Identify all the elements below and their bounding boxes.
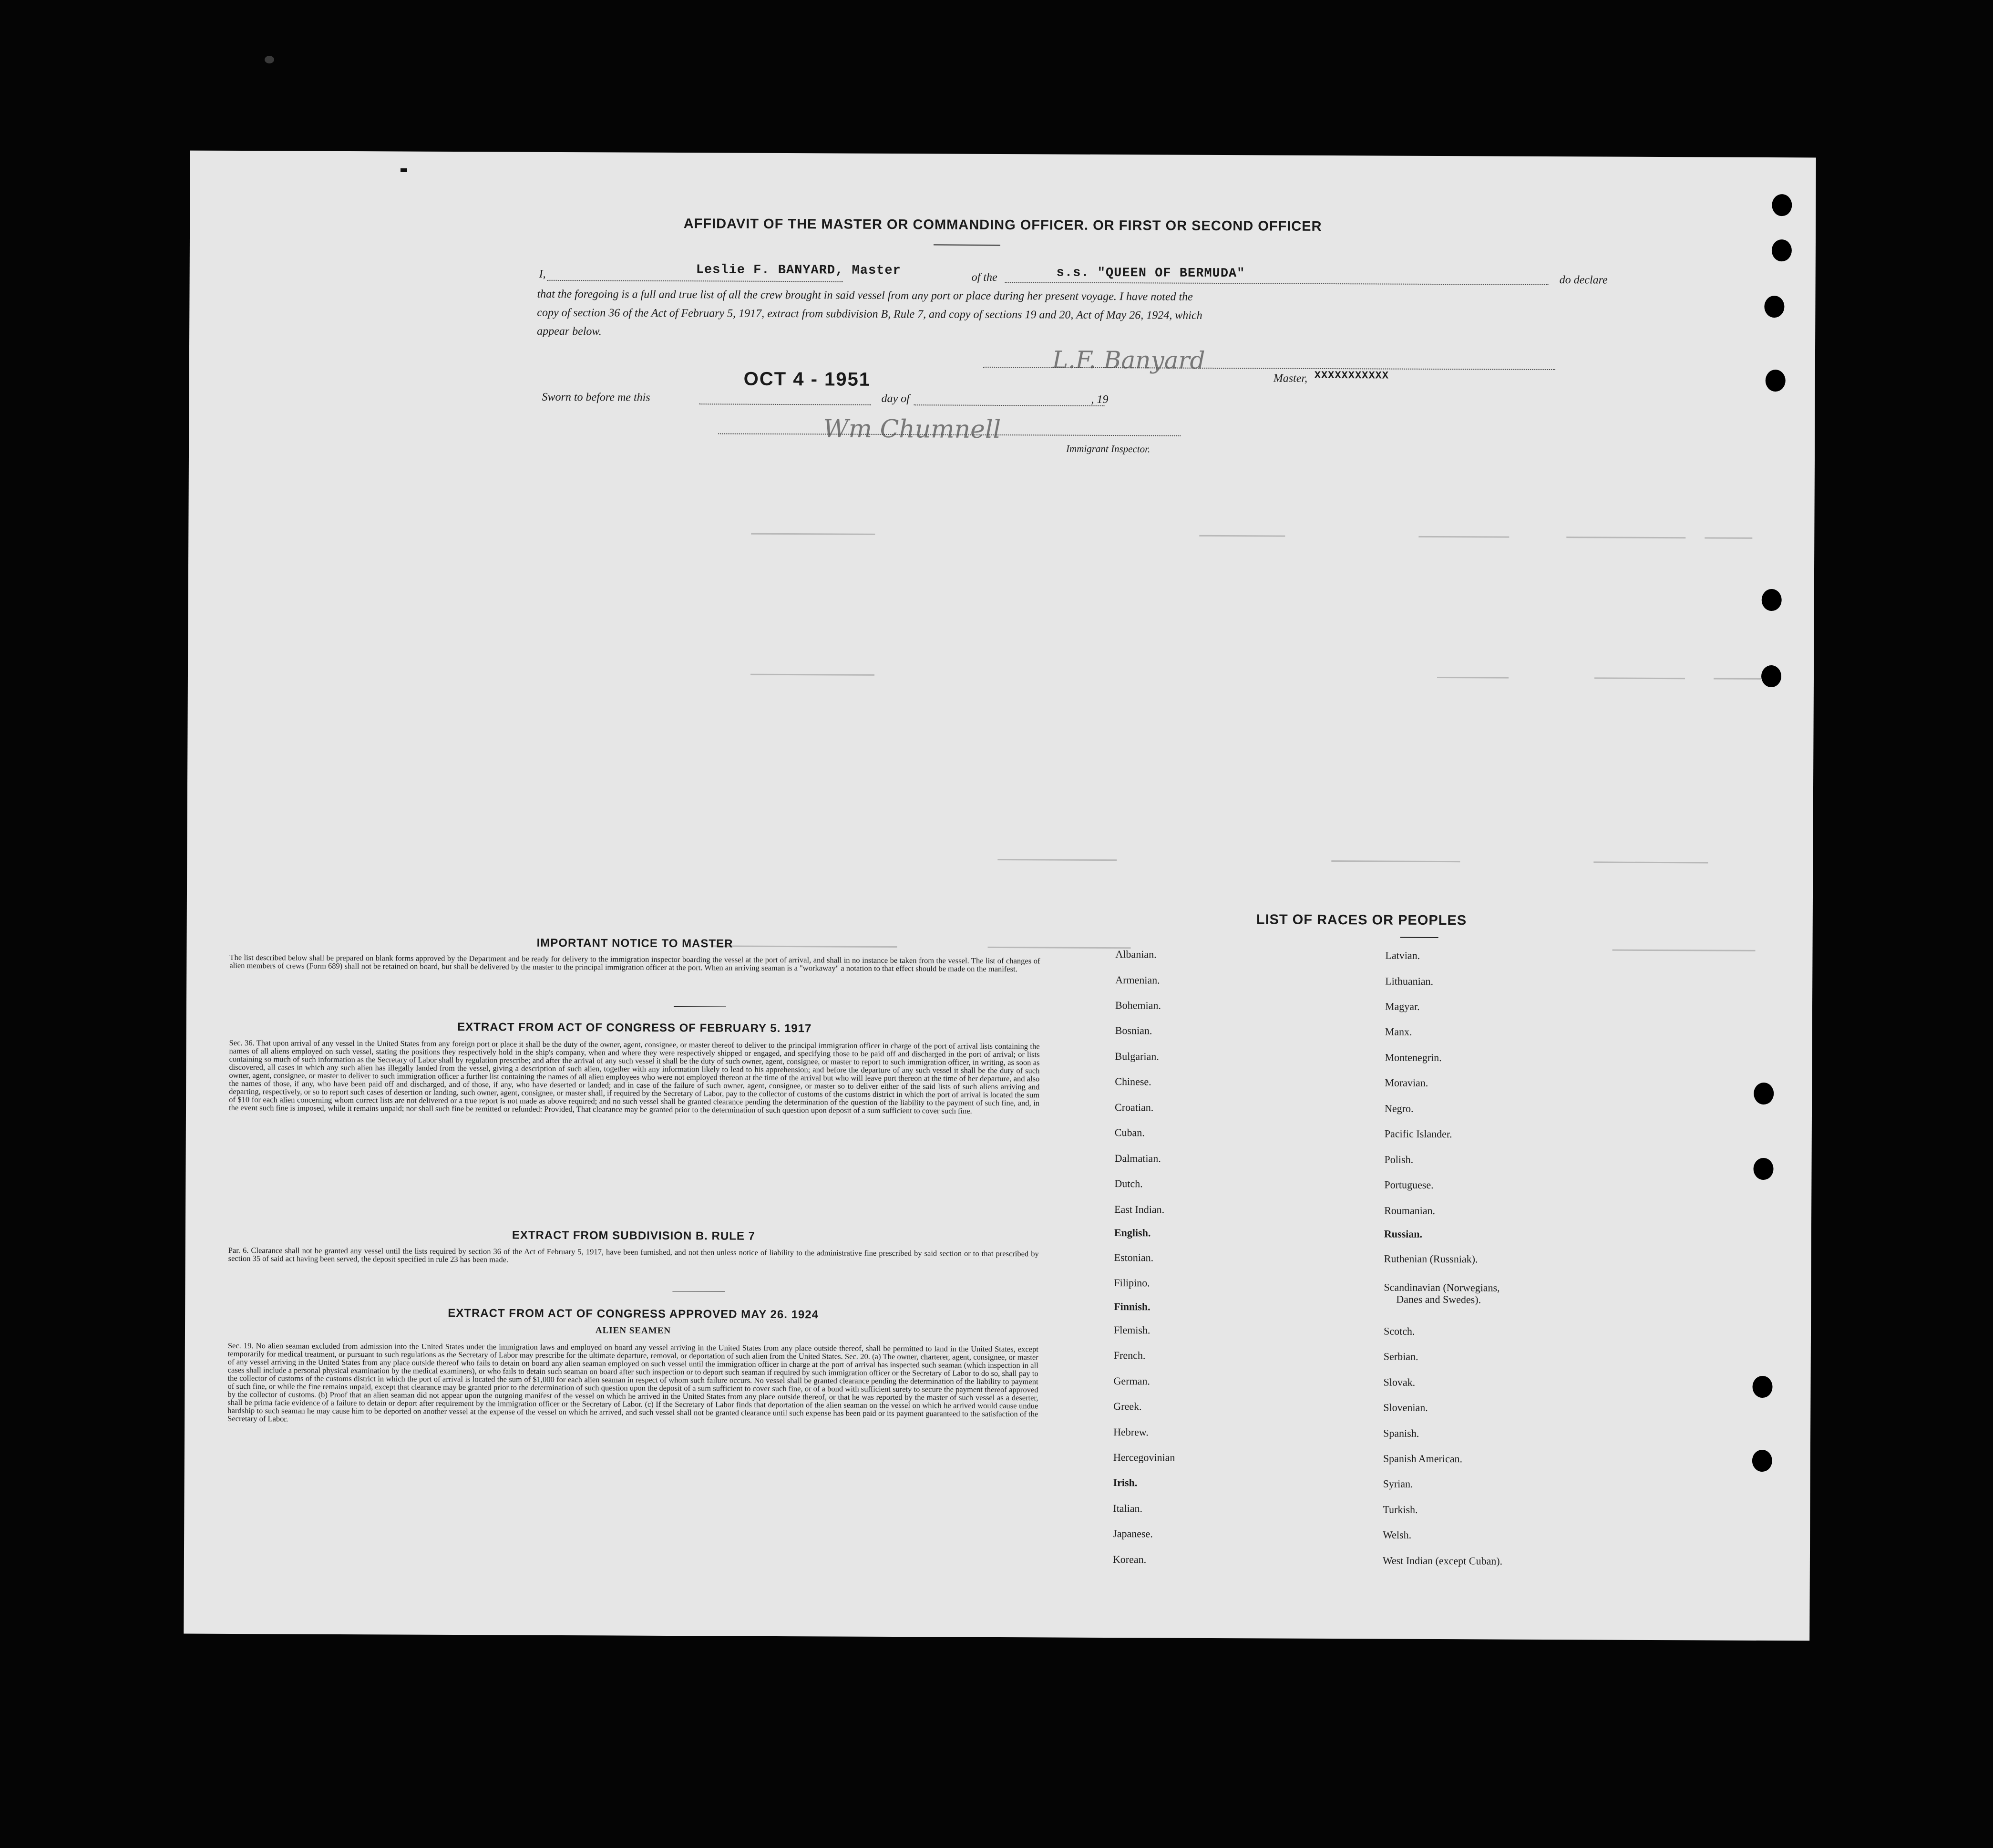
- race-item: East Indian.: [1114, 1203, 1165, 1216]
- bleed-mark: [1199, 535, 1285, 537]
- master-label: Master,: [1273, 372, 1308, 385]
- race-item: Cuban.: [1114, 1126, 1145, 1139]
- sworn-date-line: [699, 403, 871, 405]
- race-item: Pacific Islander.: [1384, 1127, 1452, 1140]
- race-item: Serbian.: [1383, 1350, 1418, 1363]
- i-label: I,: [539, 268, 546, 280]
- race-item: Syrian.: [1383, 1477, 1413, 1490]
- races-heading: LIST OF RACES OR PEOPLES: [1256, 912, 1467, 929]
- bleed-mark: [1714, 678, 1761, 680]
- race-item: Portuguese.: [1384, 1178, 1434, 1191]
- race-item: Finnish.: [1114, 1301, 1151, 1313]
- race-item: Lithuanian.: [1385, 975, 1434, 987]
- day-of-label: day of: [881, 392, 910, 405]
- extract-1917-heading: EXTRACT FROM ACT OF CONGRESS OF FEBRUARY 5. 1917: [457, 1021, 812, 1035]
- punch-hole: [1766, 370, 1786, 392]
- race-item: Irish.: [1113, 1476, 1138, 1489]
- punch-hole: [1754, 1083, 1774, 1105]
- race-item: Negro.: [1385, 1102, 1414, 1115]
- struck-title: XXXXXXXXXXX: [1314, 369, 1389, 382]
- race-item: Polish.: [1384, 1153, 1414, 1166]
- bleed-mark: [1705, 537, 1752, 538]
- date-stamp: OCT 4 - 1951: [743, 368, 871, 390]
- race-item: Armenian.: [1115, 974, 1160, 986]
- document-page: [184, 151, 1816, 1641]
- race-item: Greek.: [1113, 1400, 1142, 1413]
- race-item: Roumanian.: [1384, 1204, 1436, 1217]
- race-item: Korean.: [1112, 1553, 1147, 1566]
- race-item: Latvian.: [1385, 949, 1420, 961]
- title-divider: [934, 244, 1000, 246]
- edge-mark: [401, 168, 407, 172]
- race-item: Turkish.: [1383, 1503, 1418, 1516]
- bleed-mark: [750, 674, 874, 676]
- master-name-line: [547, 280, 843, 282]
- race-item: Dutch.: [1114, 1177, 1143, 1190]
- sworn-month-line: [914, 404, 1104, 406]
- bleed-mark: [997, 859, 1117, 861]
- race-item: Croatian.: [1115, 1101, 1154, 1114]
- of-the-label: of the: [971, 271, 997, 284]
- year-prefix: , 19: [1091, 393, 1109, 406]
- race-item: Ruthenian (Russniak).: [1384, 1252, 1478, 1265]
- race-item: German.: [1113, 1375, 1150, 1387]
- vessel-name-line: [1005, 282, 1549, 285]
- punch-hole: [1764, 296, 1784, 318]
- affidavit-body-line-2: copy of section 36 of the Act of February 5, 1917, extract from subdivision B, Rule 7, and copy of sections 19 and 20, Act of May 26, 1924, which: [537, 306, 1202, 322]
- race-item: Slovenian.: [1383, 1401, 1428, 1414]
- bleed-mark: [1594, 677, 1685, 679]
- bleed-mark: [1566, 537, 1685, 538]
- extract-1924-heading: EXTRACT FROM ACT OF CONGRESS APPROVED MAY 26. 1924: [448, 1306, 819, 1321]
- notice-heading: IMPORTANT NOTICE TO MASTER: [536, 936, 733, 950]
- race-item: Manx.: [1385, 1025, 1412, 1038]
- race-item: English.: [1114, 1227, 1151, 1239]
- punch-hole: [1752, 1376, 1772, 1398]
- race-item: Bosnian.: [1115, 1024, 1152, 1037]
- race-item: Albanian.: [1115, 948, 1157, 960]
- race-item: Dalmatian.: [1114, 1152, 1161, 1165]
- extract-rule7-heading: EXTRACT FROM SUBDIVISION B. RULE 7: [512, 1229, 755, 1243]
- affidavit-body-line-3: appear below.: [537, 325, 602, 338]
- affidavit-title: AFFIDAVIT OF THE MASTER OR COMMANDING OFFICER. OR FIRST OR SECOND OFFICER: [683, 216, 1322, 234]
- race-item: Estonian.: [1114, 1251, 1154, 1264]
- race-item: Slovak.: [1383, 1376, 1416, 1388]
- race-item: Hercegovinian: [1113, 1451, 1175, 1464]
- film-hole-mark: [265, 56, 274, 63]
- race-item: Bulgarian.: [1115, 1050, 1159, 1063]
- inspector-signature: Wm Chumnell: [823, 414, 1001, 444]
- bleed-mark: [1331, 860, 1460, 862]
- race-item: Moravian.: [1385, 1076, 1428, 1089]
- race-item: Spanish American.: [1383, 1452, 1463, 1465]
- punch-hole: [1762, 589, 1782, 611]
- race-item: Italian.: [1113, 1502, 1143, 1515]
- sworn-label: Sworn to before me this: [542, 391, 650, 404]
- punch-hole: [1772, 194, 1792, 216]
- punch-hole: [1752, 1450, 1772, 1472]
- extract-1924-subheading: ALIEN SEAMEN: [595, 1325, 671, 1336]
- race-item: Welsh.: [1383, 1528, 1412, 1541]
- race-item: Spanish.: [1383, 1427, 1419, 1439]
- race-item: Japanese.: [1113, 1528, 1153, 1540]
- bleed-mark: [1593, 861, 1708, 863]
- race-item: Magyar.: [1385, 1000, 1420, 1012]
- master-name: Leslie F. BANYARD, Master: [696, 263, 901, 279]
- race-item: Montenegrin.: [1385, 1051, 1442, 1064]
- bleed-mark: [1437, 677, 1509, 679]
- race-item: French.: [1113, 1349, 1146, 1362]
- bleed-mark: [1613, 950, 1756, 951]
- do-declare-label: do declare: [1559, 274, 1608, 287]
- notice-divider: [674, 1006, 726, 1007]
- race-item: Filipino.: [1114, 1277, 1150, 1289]
- extract-rule7-text: Par. 6. Clearance shall not be granted any vessel until the lists required by section 36 of the Act of February 5, 1917, have been furnished, and not then unless notice of liability to the administrative fine prescribed by said section or to that prescribed by section 35 of said act having been served, the deposit specified in rule 23 has been made.: [228, 1245, 1039, 1264]
- race-item: Hebrew.: [1113, 1426, 1149, 1438]
- bleed-mark: [1418, 536, 1509, 538]
- extract-1924-text: Sec. 19. No alien seaman excluded from admission into the United States under the immigration laws and employed on board any vessel arriving in the United States from any place outside thereof, shall be permitted to land in the United States, except temporarily for medical treatment, or pursuant to such regulations as the Secretary of Labor may prescribe for the ultimate departure, removal, or deportation of such alien from the United States. Sec. 20. (a) The owner, charterer, agent, consignee, or master of any vessel arriving in the United States from any place outside thereof who fails to detain on board any alien seaman employed on such vessel until the immigration officer in charge at the port of arrival has inspected such seaman (which inspection in all cases shall include a personal physical examination by the medical examiners), or who fails to detain such seaman on board after such inspection or to deport such seaman if required by such immigration officer or the Secretary of Labor to do so, shall pay to the collector of customs of the customs district in which the port of arrival is located the sum of $1,000 for each alien seaman in respect of whom such failure occurs. No vessel shall be granted clearance pending the determination of the liability to payment of such fine, or while the fine remains unpaid, except that clearance may be granted prior to the determination of such question upon the deposit of a sum sufficient to cover such fine, or of a bond with sufficient surety to secure the payment thereof approved by the collector of customs. (b) Proof that an alien seaman did not appear upon the outgoing manifest of the vessel on which he arrived in the United States from any place outside thereof, or that he was reported by the master of such vessel as a deserter, shall be prima facie evidence of a failure to detain or deport after requirement by the immigration officer or the Secretary of Labor. (c) If the Secretary of Labor finds that deportation of the alien seaman on the vessel on which he arrived would cause undue hardship to such seaman he may cause him to be deported on another vessel at the expense of the vessel on which he arrived, and such vessel shall not be granted clearance until such expense has been paid or its payment guaranteed to the satisfaction of the Secretary of Labor.: [227, 1341, 1038, 1424]
- race-item: Danes and Swedes).: [1396, 1293, 1481, 1306]
- affidavit-body-line-1: that the foregoing is a full and true list of all the crew brought in said vessel from any port or place during her present voyage. I have noted the: [537, 288, 1193, 303]
- notice-text: The list described below shall be prepared on blank forms approved by the Department and be ready for delivery to the immigration inspector boarding the vessel at the port of arrival, and shall in no instance be taken from the vessel. The list of changes of alien members of crews (Form 689) shall not be retained on board, but shall be delivered by the master to the principal immigration officer at the port. When an arriving seaman is a "workaway" a notation to that effect should be made on the manifest.: [229, 952, 1040, 974]
- bleed-mark: [751, 533, 875, 535]
- race-item: West Indian (except Cuban).: [1382, 1554, 1503, 1567]
- punch-hole: [1753, 1158, 1773, 1180]
- punch-hole: [1772, 239, 1792, 261]
- race-item: Scotch.: [1383, 1325, 1415, 1337]
- races-divider: [1400, 937, 1438, 938]
- punch-hole: [1761, 665, 1781, 687]
- vessel-name: s.s. "QUEEN OF BERMUDA": [1056, 266, 1245, 281]
- race-item: Chinese.: [1115, 1075, 1151, 1088]
- race-item: Scandinavian (Norwegians,: [1384, 1281, 1500, 1294]
- master-signature: L.F. Banyard: [1052, 346, 1205, 374]
- race-item: Russian.: [1384, 1228, 1423, 1240]
- race-item: Bohemian.: [1115, 999, 1161, 1012]
- inspector-label: Immigrant Inspector.: [1066, 443, 1151, 455]
- extract-1917-text: Sec. 36. That upon arrival of any vessel in the United States from any foreign port or place it shall be the duty of the owner, agent, consignee, or master thereof to deliver to the principal immigration officer in charge of the port of arrival lists containing the names of all aliens employed on such vessel, stating the positions they respectively hold in the ship's company, when and where they were respectively shipped or engaged, and specifying those to be paid off and discharged in the port of arrival; or lists containing so much of such information as the Secretary of Labor shall by regulation prescribe; and after the arrival of any such vessel it shall be the duty of such owner, agent, consignee, or master to report to such immigration officer, in writing, as soon as discovered, all cases in which any such alien has illegally landed from the vessel, giving a description of such alien, together with any information likely to lead to his apprehension; and before the departure of any such vessel it shall be the duty of such owner, agent, consignee, or master to deliver to such immigration officer a further list containing the names of all alien employees who were not employed thereon at the time of the arrival but who will leave port thereon at the time of her departure, and also the names of those, if any, who have been paid off and discharged, and of those, if any, who have deserted or landed; and in case of the failure of such owner, agent, consignee, or master so to deliver either of the said lists of such aliens arriving and departing, respectively, or so to report such cases of desertion or landing, such owner, agent, consignee, or master shall, if required by the Secretary of Labor, pay to the collector of customs of the customs district in which the port of arrival is located the sum of $10 for each alien concerning whom correct lists are not delivered or a true report is not made as above required; and no such vessel shall be granted clearance pending the determination of the question of the liability to the payment of such fine, and, in the event such fine is imposed, while it remains unpaid; nor shall such fine be remitted or refunded: Provided, That clearance may be granted prior to the determination of such question upon deposit of a sum sufficient to cover such fine.: [229, 1038, 1040, 1115]
- race-item: Flemish.: [1113, 1324, 1151, 1336]
